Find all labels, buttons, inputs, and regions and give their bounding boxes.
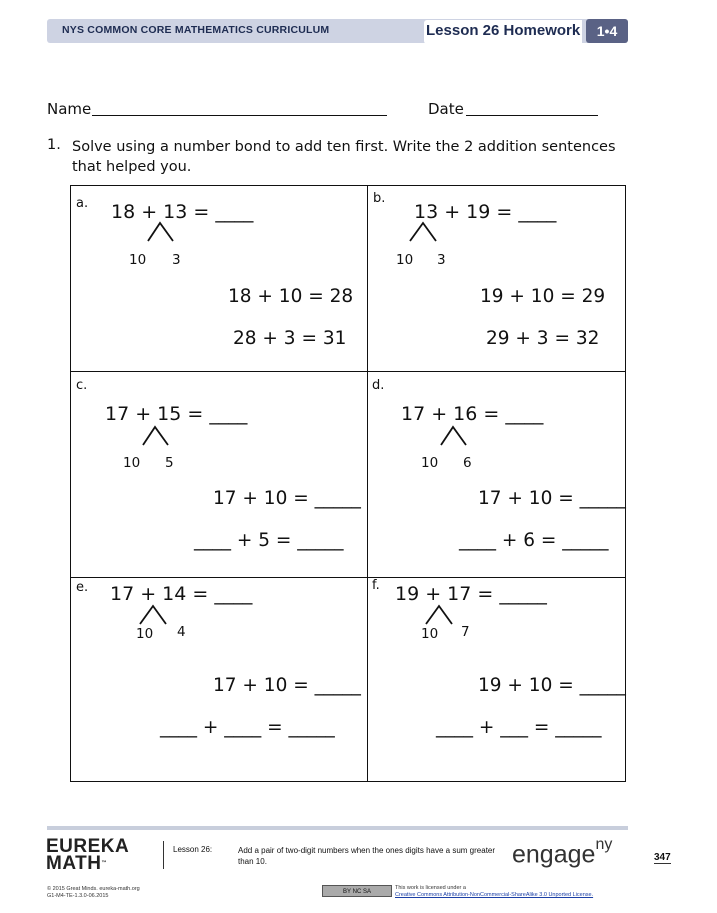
- problem-d-bond-left: 10: [421, 455, 439, 471]
- engage-text: engage: [512, 840, 596, 869]
- question-text: Solve using a number bond to add ten first. Write the 2 addition sentences that helped you.: [72, 139, 616, 175]
- problem-a-equation: 18 + 13 = ____: [111, 201, 254, 223]
- cc-license-badge: BY NC SA: [322, 885, 392, 897]
- problem-a-line2: 28 + 3 = 31: [233, 328, 347, 349]
- problem-f-label: f.: [372, 578, 380, 593]
- problem-e-line2[interactable]: ____ + ____ = _____: [160, 717, 335, 738]
- license-text: [395, 885, 593, 899]
- problem-d-line2[interactable]: ____ + 6 = _____: [459, 530, 609, 551]
- footer-description: Add a pair of two-digit numbers when the ones digits have a sum greater than 10.: [238, 846, 496, 866]
- module-code-badge: 1•4: [586, 19, 628, 43]
- problem-f-line2[interactable]: ____ + ___ = _____: [436, 717, 602, 738]
- problem-a-bond: [146, 221, 176, 243]
- problem-a-bond-right: 3: [172, 252, 181, 268]
- name-label: Name: [47, 100, 92, 118]
- copyright-line1: © 2015 Great Minds. eureka-math.org: [47, 886, 140, 892]
- problem-d-equation: 17 + 16 = ____: [401, 403, 544, 425]
- problem-c-bond-left: 10: [123, 455, 141, 471]
- problem-e-bond: [138, 604, 168, 626]
- copyright-line2: G1-M4-TE-1.3.0-06.2015: [47, 893, 109, 899]
- curriculum-title: NYS COMMON CORE MATHEMATICS CURRICULUM: [62, 24, 330, 36]
- license-line1: This work is licensed under a: [395, 885, 466, 891]
- date-field[interactable]: [466, 115, 598, 116]
- problem-c-line2[interactable]: ____ + 5 = _____: [194, 530, 344, 551]
- problem-c-label: c.: [76, 378, 88, 393]
- lesson-title: Lesson 26 Homework: [426, 22, 581, 39]
- problem-b-line2: 29 + 3 = 32: [486, 328, 600, 349]
- problem-b-bond-right: 3: [437, 252, 446, 268]
- problem-e-bond-right: 4: [177, 624, 186, 640]
- problem-c-line1[interactable]: 17 + 10 = _____: [213, 488, 361, 509]
- date-label: Date: [428, 100, 464, 118]
- grid-divider-vertical: [367, 185, 368, 782]
- grid-divider-row2: [70, 577, 626, 578]
- problem-c-bond: [141, 425, 171, 447]
- footer-separator: [163, 841, 164, 869]
- problem-f-equation: 19 + 17 = _____: [395, 583, 547, 605]
- name-field[interactable]: [92, 115, 387, 116]
- problem-d-line1[interactable]: 17 + 10 = _____: [478, 488, 626, 509]
- logo-line2: MATH: [46, 853, 102, 874]
- problem-d-bond-right: 6: [463, 455, 472, 471]
- footer-bar: [47, 826, 628, 830]
- problem-f-bond-right: 7: [461, 624, 470, 640]
- problem-e-line1[interactable]: 17 + 10 = _____: [213, 675, 361, 696]
- problem-e-label: e.: [76, 580, 89, 595]
- problem-f-line1[interactable]: 19 + 10 = _____: [478, 675, 626, 696]
- copyright: [47, 886, 140, 900]
- engageny-logo: [512, 836, 613, 869]
- problem-d-label: d.: [372, 378, 385, 393]
- problem-c-equation: 17 + 15 = ____: [105, 403, 248, 425]
- problem-e-equation: 17 + 14 = ____: [110, 583, 253, 605]
- problem-a-label: a.: [76, 196, 89, 211]
- problem-e-bond-left: 10: [136, 626, 154, 642]
- problem-a-bond-left: 10: [129, 252, 147, 268]
- problem-f-bond-left: 10: [421, 626, 439, 642]
- page-number: 347: [654, 852, 671, 863]
- problem-c-bond-right: 5: [165, 455, 174, 471]
- eureka-math-logo: [46, 838, 129, 872]
- problem-a-line1: 18 + 10 = 28: [228, 286, 354, 307]
- logo-tm: ™: [101, 860, 107, 866]
- problem-b-bond-left: 10: [396, 252, 414, 268]
- problem-d-bond: [439, 425, 469, 447]
- engage-sup: ny: [595, 836, 613, 853]
- footer-lesson: Lesson 26:: [173, 845, 213, 854]
- problem-b-bond: [408, 221, 438, 243]
- problem-b-label: b.: [373, 191, 386, 206]
- problem-f-bond: [424, 604, 454, 626]
- problem-b-equation: 13 + 19 = ____: [414, 201, 557, 223]
- logo-line1: EUREKA: [46, 836, 130, 857]
- grid-divider-row1: [70, 371, 626, 372]
- question-number: 1.: [47, 137, 61, 153]
- problem-b-line1: 19 + 10 = 29: [480, 286, 606, 307]
- license-link[interactable]: Creative Commons Attribution-NonCommercial-ShareAlike 3.0 Unported License.: [395, 892, 594, 898]
